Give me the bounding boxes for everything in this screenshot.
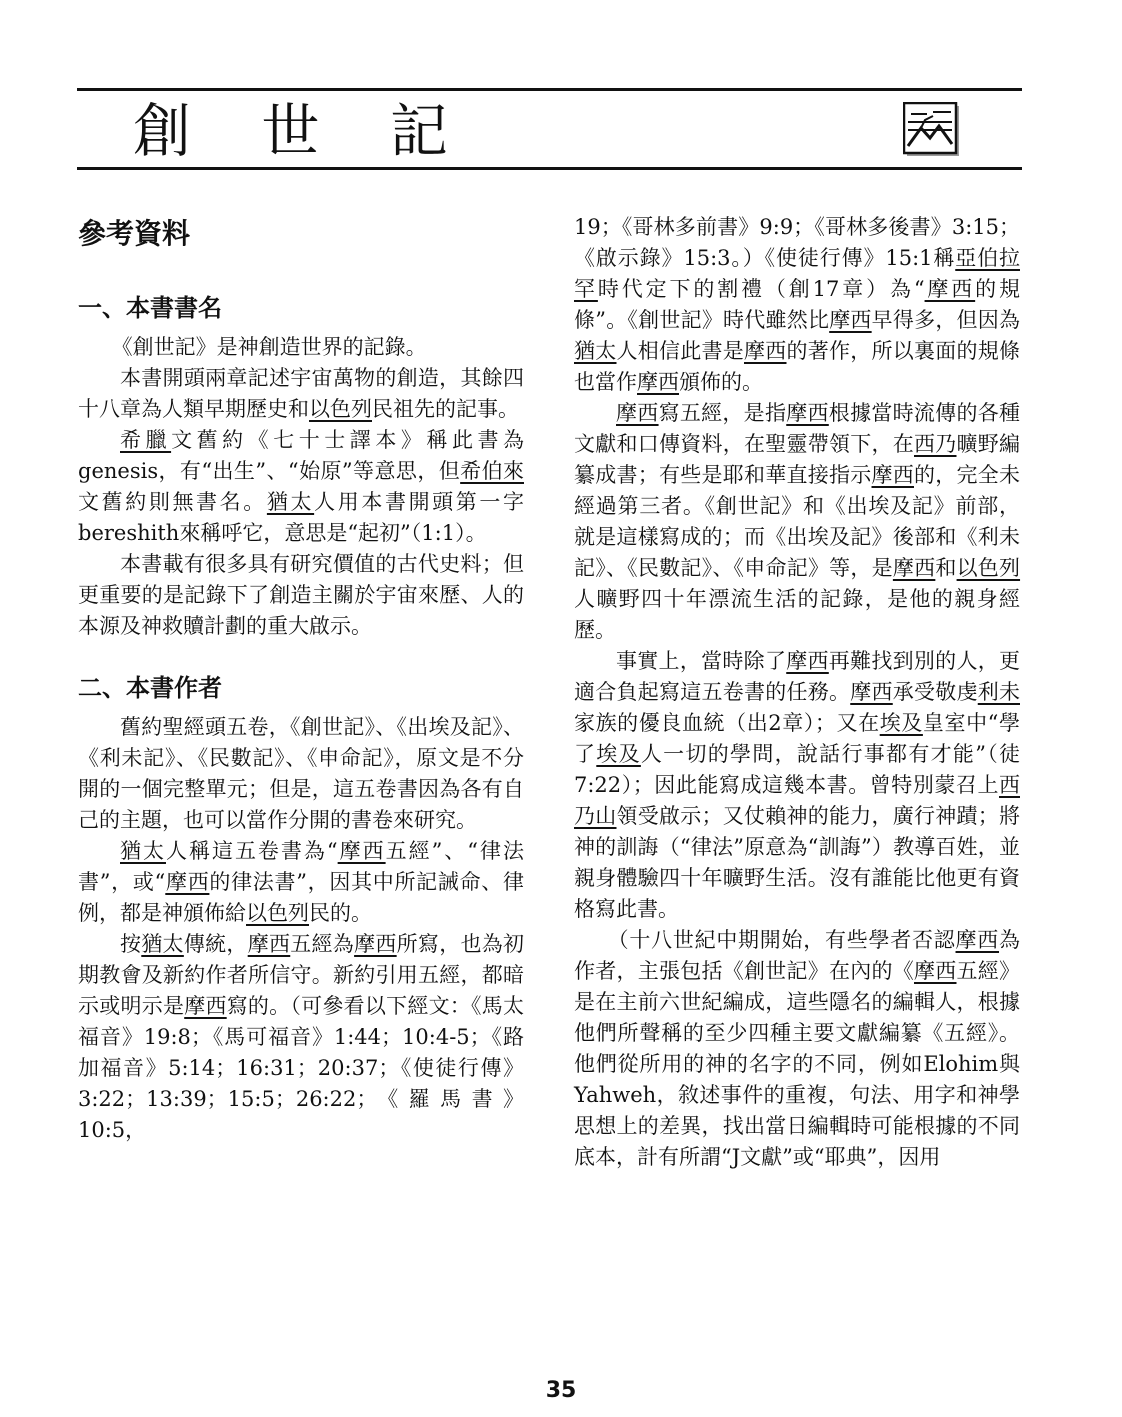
paragraph: 《創世記》是神創造世界的記錄。 bbox=[111, 335, 427, 359]
section-heading-author: 二、本書作者 bbox=[78, 674, 222, 702]
section-heading-book-name: 一、本書書名 bbox=[78, 294, 222, 322]
header-top-rule bbox=[77, 88, 1022, 91]
paragraph: 本書載有很多具有研究價值的古代史料；但更重要的是記錄下了創造主關於宇宙來歷、人的本源及神救贖計劃的重大啟示。 bbox=[78, 552, 524, 638]
paragraph: （十八世紀中期開始，有些學者否認摩西為作者，主張包括《創世記》在內的《摩西五經》是在主前六世紀編成，這些隱名的編輯人，根據他們所聲稱的至少四種主要文獻編纂《五經》。他們從所用的神的名字的不同，例如Elohim與Yahweh，敘述事件的重複，句法、用字和神學思想上的差異，找出當日編輯時可能根據的不同底本，計有所謂“J文獻”或“耶典”，因用 bbox=[574, 928, 1021, 1169]
paragraph: 按猶太傳統，摩西五經為摩西所寫，也為初期教會及新約作者所信守。新約引用五經，都暗示或明示是摩西寫的。（可參看以下經文：《馬太福音》19:8；《馬可福音》1:44；10:4-5；《路加福音》5:14；16:31；20:37；《使徒行傳》3:22；13:39；15:5；26:22；《羅馬書》10:5， bbox=[78, 932, 525, 1142]
page-number: 35 bbox=[545, 1378, 577, 1403]
header-bottom-rule bbox=[77, 167, 1022, 170]
paragraph: 19；《哥林多前書》9:9；《哥林多後書》3:15；《啟示錄》15:3。）《使徒行傳》15:1稱亞伯拉罕時代定下的割禮（創17章）為“摩西的規條”。《創世記》時代雖然比摩西早得多，但因為猶太人相信此書是摩西的著作，所以裏面的規條也當作摩西頒佈的。 bbox=[574, 215, 1021, 394]
book-title: 創 世 記 bbox=[133, 97, 474, 165]
paragraph: 本書開頭兩章記述宇宙萬物的創造，其餘四十八章為人類早期歷史和以色列民祖先的記事。 bbox=[78, 366, 524, 421]
left-column bbox=[78, 210, 524, 1146]
section-heading-references: 參考資料 bbox=[78, 217, 191, 250]
paragraph: 摩西寫五經，是指摩西根據當時流傳的各種文獻和口傳資料，在聖靈帶領下，在西乃曠野編纂成書；有些是耶和華直接指示摩西的，完全未經過第三者。《創世記》和《出埃及記》前部，就是這樣寫成的；而《出埃及記》後部和《利未記》、《民數記》、《申命記》等，是摩西和以色列人曠野四十年漂流生活的記錄，是他的親身經歷。 bbox=[574, 401, 1021, 642]
mountain-emblem-icon bbox=[903, 102, 961, 158]
paragraph: 希臘文舊約《七十士譯本》稱此書為genesis，有“出生”、“始原”等意思，但希伯來文舊約則無書名。猶太人用本書開頭第一字bereshith來稱呼它，意思是“起初”（1:1）。 bbox=[78, 428, 525, 545]
paragraph: 事實上，當時除了摩西再難找到別的人，更適合負起寫這五卷書的任務。摩西承受敬虔利未家族的優良血統（出2章）；又在埃及皇室中“學了埃及人一切的學問，說話行事都有才能”（徒7:22）；因此能寫成這幾本書。曾特別蒙召上西乃山領受啟示；又仗賴神的能力，廣行神蹟；將神的訓誨（“律法”原意為“訓誨”）教導百姓，並親身體驗四十年曠野生活。沒有誰能比他更有資格寫此書。 bbox=[574, 649, 1021, 921]
right-column bbox=[574, 212, 1020, 1173]
paragraph: 猶太人稱這五卷書為“摩西五經”、“律法書”，或“摩西的律法書”，因其中所記誡命、律例，都是神頒佈給以色列民的。 bbox=[78, 839, 525, 925]
paragraph: 舊約聖經頭五卷，《創世記》、《出埃及記》、《利未記》、《民數記》、《申命記》，原文是不分開的一個完整單元；但是，這五卷書因為各有自己的主題，也可以當作分開的書卷來研究。 bbox=[78, 715, 524, 832]
